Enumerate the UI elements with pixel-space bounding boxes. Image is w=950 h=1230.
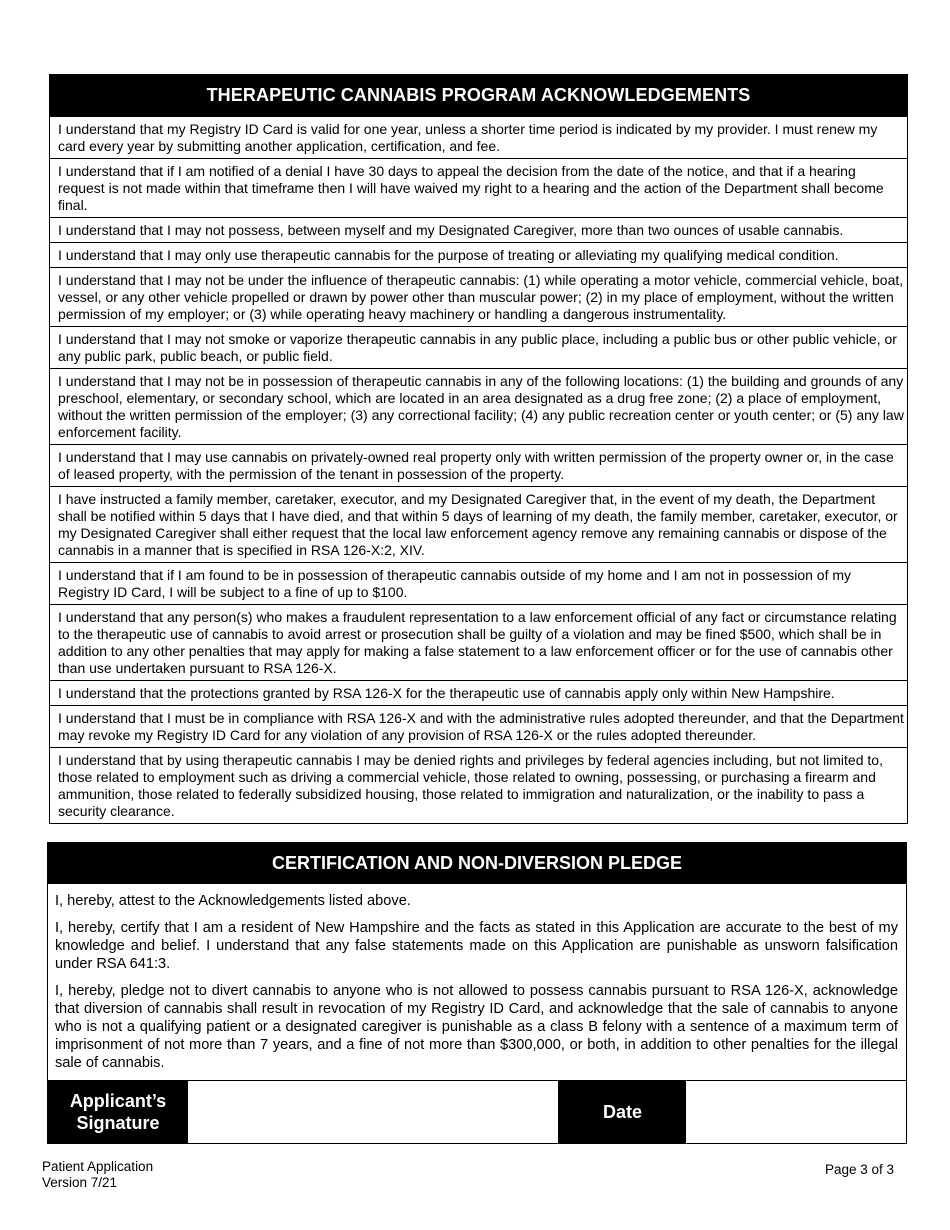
acknowledgement-item: I understand that I may not smoke or vaporize therapeutic cannabis in any public place, including a public bus or other public vehicle, or any public park, public beach, or public field. (50, 326, 907, 368)
certification-title: CERTIFICATION AND NON-DIVERSION PLEDGE (48, 843, 906, 884)
attest-statement: I, hereby, attest to the Acknowledgements listed above. (55, 893, 411, 909)
page-number: Page 3 of 3 (824, 1162, 894, 1177)
non-diversion-pledge: I, hereby, pledge not to divert cannabis to anyone who is not allowed to possess cannabis pursuant to RSA 126-X, acknowledge that diversion of cannabis shall result in revocation of my Registry ID Card, and acknowledge that the sale of cannabis to anyone who is not a qualifying patient or a designated caregiver is punishable as a class B felony with a sentence of a maximum term of imprisonment of not more than 7 years, and a fine of not more than $300,000, or both, in addition to other penalties for the illegal sale of cannabis. (55, 983, 898, 1071)
acknowledgement-item: I understand that if I am found to be in possession of therapeutic cannabis outside of my home and I am not in possession of my Registry ID Card, I will be subject to a fine of up to $100. (50, 562, 907, 604)
signature-label-line1: Applicant’s (69, 1091, 167, 1111)
signature-label (48, 1081, 188, 1143)
acknowledgement-item: I understand that I must be in compliance with RSA 126-X and with the administrative rules adopted thereunder, and that the Department may revoke my Registry ID Card for any violation of any provision of RSA 126-X or the rules adopted thereunder. (50, 705, 907, 747)
certification-section (47, 842, 907, 1144)
date-label: Date (559, 1081, 686, 1143)
form-version: Version 7/21 (42, 1175, 118, 1190)
acknowledgement-item: I have instructed a family member, caretaker, executor, and my Designated Caregiver that, in the event of my death, the Department shall be notified within 5 days that I have died, and that within 5 days of learning of my death, the family member, caretaker, executor, or my Designated Caregiver shall either request that the local law enforcement agency remove any remaining cannabis or dispose of the cannabis in a manner that is specified in RSA 126-X:2, XIV. (50, 486, 907, 562)
signature-row (48, 1080, 906, 1143)
acknowledgement-item: I understand that the protections granted by RSA 126-X for the therapeutic use of cannabis apply only within New Hampshire. (50, 680, 907, 705)
acknowledgements-table (49, 74, 908, 824)
footer-form-info (42, 1159, 153, 1191)
acknowledgement-item: I understand that I may not be in possession of therapeutic cannabis in any of the following locations: (1) the building and grounds of any preschool, elementary, or secondary school, which are located in an area designated as a drug free zone; (2) a place of employment, without the written permission of the employer; (3) any correctional facility; (4) any public recreation center or youth center; or (5) any law enforcement facility. (50, 368, 907, 444)
acknowledgement-item: I understand that any person(s) who makes a fraudulent representation to a law enforcement official of any fact or circumstance relating to the therapeutic use of cannabis to avoid arrest or prosecution shall be guilty of a violation and may be fined $500, which shall be in addition to any other penalties that may apply for making a false statement to a law enforcement officer or for the use of cannabis other than use undertaken pursuant to RSA 126-X. (50, 604, 907, 680)
acknowledgement-item: I understand that my Registry ID Card is valid for one year, unless a shorter time period is indicated by my provider. I must renew my card every year by submitting another application, certification, and fee. (50, 116, 907, 158)
date-field[interactable] (686, 1081, 906, 1143)
signature-label-line2: Signature (76, 1113, 160, 1133)
residency-certification: I, hereby, certify that I am a resident of New Hampshire and the facts as stated in this Application are accurate to the best of my knowledge and belief. I understand that any false statements made on this Application are punishable as unsworn falsification under RSA 641:3. (55, 920, 898, 972)
acknowledgement-item: I understand that I may not possess, between myself and my Designated Caregiver, more than two ounces of usable cannabis. (50, 217, 907, 242)
acknowledgement-item: I understand that I may not be under the influence of therapeutic cannabis: (1) while operating a motor vehicle, commercial vehicle, boat, vessel, or any other vehicle propelled or drawn by power other than muscular power; (2) in my place of employment, without the written permission of my employer; or (3) while operating heavy machinery or handling a dangerous instrumentality. (50, 267, 907, 326)
acknowledgement-item: I understand that if I am notified of a denial I have 30 days to appeal the decision from the date of the notice, and that if a hearing request is not made within that timeframe then I will have waived my right to a hearing and the action of the Department shall become final. (50, 158, 907, 217)
acknowledgements-title: THERAPEUTIC CANNABIS PROGRAM ACKNOWLEDGEMENTS (50, 75, 907, 116)
acknowledgement-item: I understand that I may only use therapeutic cannabis for the purpose of treating or alleviating my qualifying medical condition. (50, 242, 907, 267)
acknowledgement-item: I understand that I may use cannabis on privately-owned real property only with written permission of the property owner or, in the case of leased property, with the permission of the tenant in possession of the property. (50, 444, 907, 486)
signature-field[interactable] (188, 1081, 559, 1143)
certification-body (48, 884, 906, 1080)
acknowledgement-item: I understand that by using therapeutic cannabis I may be denied rights and privileges by federal agencies including, but not limited to, those related to employment such as driving a commercial vehicle, those related to owning, possessing, or purchasing a firearm and ammunition, those related to federally subsidized housing, those related to immigration and naturalization, or the inability to pass a security clearance. (50, 747, 907, 823)
form-name: Patient Application (42, 1159, 154, 1174)
